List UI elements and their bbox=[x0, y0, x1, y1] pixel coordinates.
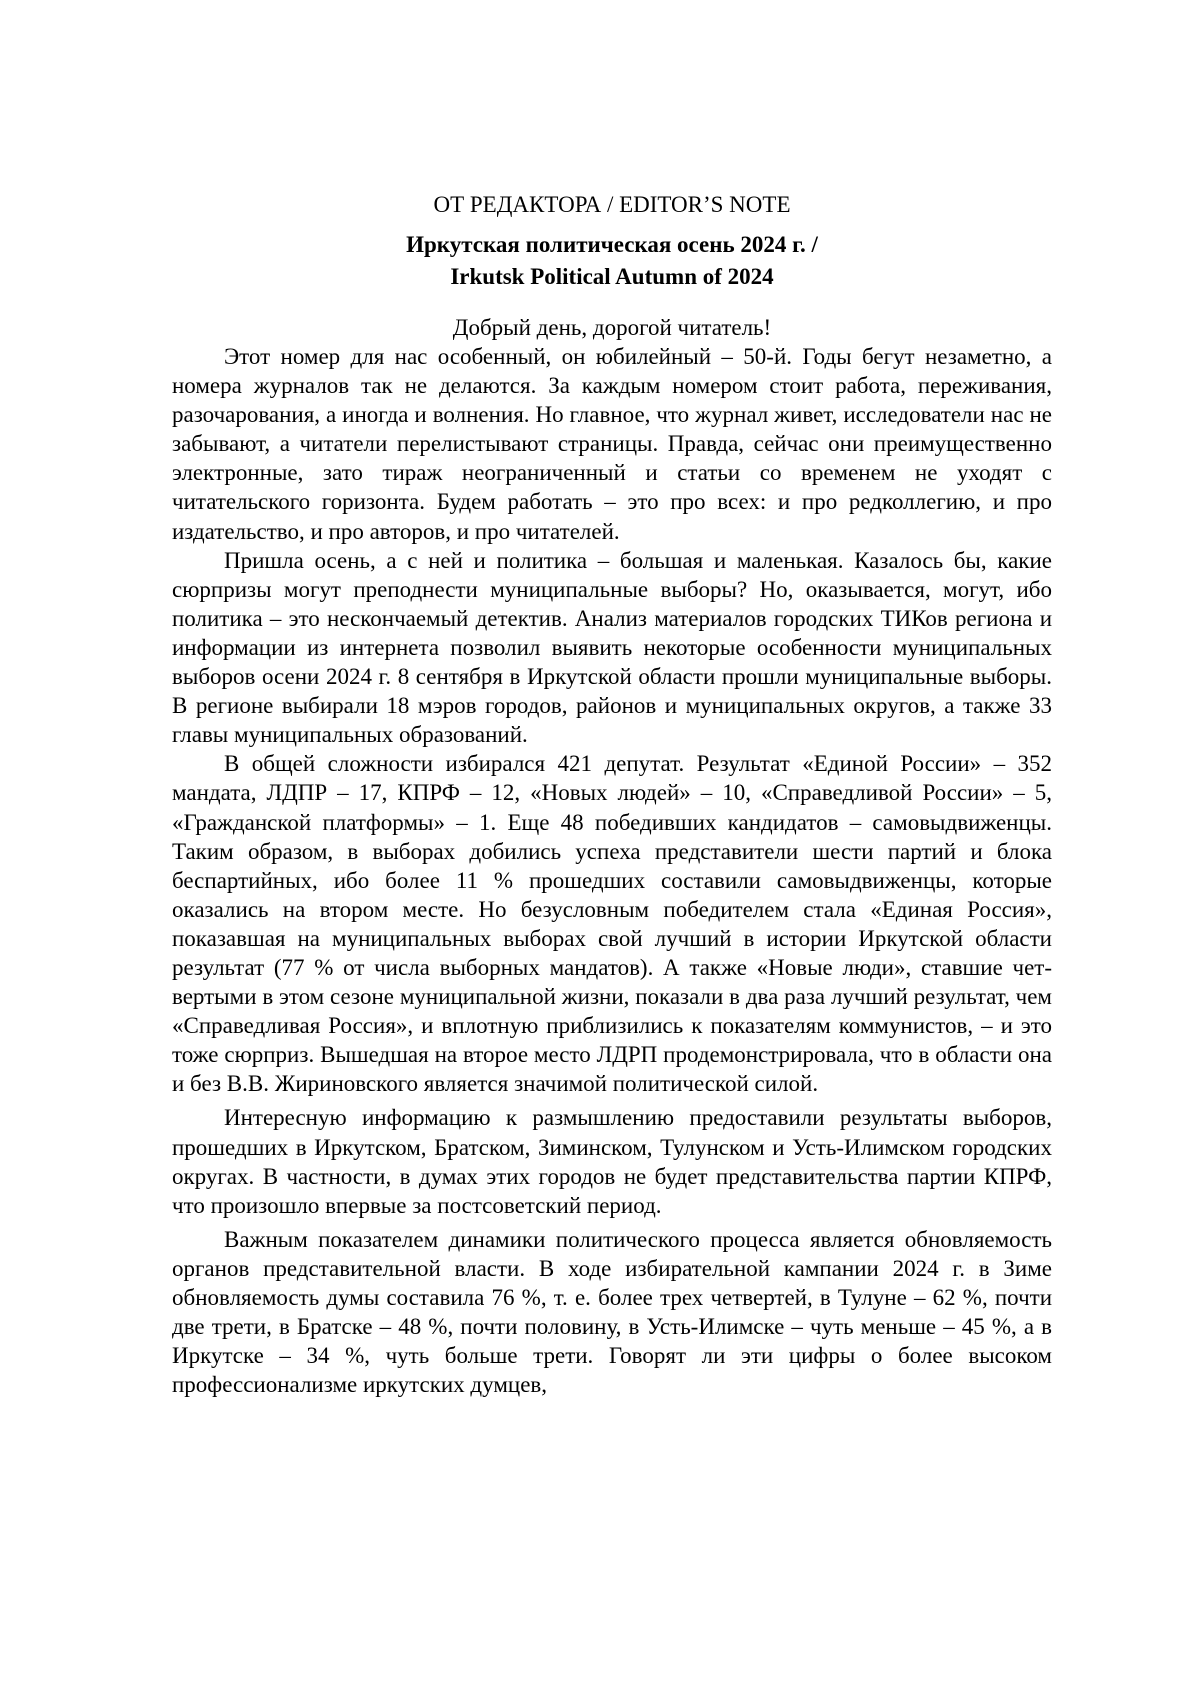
article-title-english: Irkutsk Political Autumn of 2024 bbox=[450, 264, 774, 289]
paragraph-4: Интересную информацию к размышлению предоставили результаты выборов, прошедших в Иркутском, Братском, Зиминском, Тулунском и Усть-Илимском городских округах. В частности, в думах этих городов не будет представительства партии КПРФ, что произошло впервые за постсоветский период. bbox=[172, 1105, 1052, 1218]
paragraph-3: В общей сложности избирался 421 депутат. Результат «Единой России» – 352 мандата, ЛДПР – 17, КПРФ – 12, «Новых людей» – 10, «Справедливой России» – 5, «Гражданской платформы» – 1. Еще 48 победивших кандидатов – самовыдвиженцы. Таким образом, в выборах добились успеха представители шести партий и блока беспартийных, ибо более 11 % прошедших составили самовыдвиженцы, которые оказались на втором месте. Но безусловным победителем стала «Единая Россия», показавшая на муниципальных выборах свой лучший в истории Иркутской области результат (77 % от числа выборных мандатов). А также «Новые люди», ставшие четвертыми в этом сезоне муниципальной жизни, показали в два раза лучший результат, чем «Справедливая Россия», и вплотную приблизились к показателям коммунистов, – и это тоже сюрприз. Вышедшая на второе место ЛДРП продемонстрировала, что в области она и без В.В. Жириновского является значимой политической силой. bbox=[172, 751, 1052, 1097]
paragraph-5: Важным показателем динамики политического процесса является обновляемость органов представительной власти. В ходе избирательной кампании 2024 г. в Зиме обновляемость думы составила 76 %, т. е. более трех четвертей, в Тулуне – 62 %, почти две трети, в Братске – 48 %, почти половину, в Усть-Илимске – чуть меньше – 45 %, а в Иркутске – 34 %, чуть больше трети. Говорят ли эти цифры о более высоком профессионализме иркутских думцев, bbox=[172, 1226, 1052, 1398]
paragraph-2: Пришла осень, а с ней и политика – большая и маленькая. Казалось бы, какие сюрпризы могут преподнести муниципальные выборы? Но, оказывается, могут, ибо политика – это нескончаемый детектив. Анализ материалов городских ТИКов региона и информации из интернета позволил выявить некоторые особенности муниципальных выборов осени 2024 г. 8 сентября в Иркутской области прошли муниципальные выборы. В регионе выбирали 18 мэров городов, районов и муниципальных округов, а также 33 главы муниципальных образований. bbox=[172, 547, 1052, 748]
greeting: Добрый день, дорогой читатель! bbox=[452, 315, 772, 340]
article-title-russian: Иркутская политическая осень 2024 г. / bbox=[406, 232, 818, 257]
paragraph-1: Этот номер для нас особенный, он юбилейный – 50-й. Годы бегут незаметно, а номера журналов так не делаются. За каждым номером стоит работа, переживания, разочарования, а иногда и волнения. Но главное, что журнал живет, исследователи нас не забывают, а читатели перелистывают страницы. Правда, сейчас они преимущественно электронные, зато тираж неограниченный и статьи со временем не уходят с читательского горизонта. Будем работать – это про всех: и про редколлегию, и про издательство, и про авторов, и про читателей. bbox=[172, 344, 1052, 544]
article-body bbox=[172, 190, 1052, 1399]
article-title bbox=[172, 229, 1052, 293]
section-label: ОТ РЕДАКТОРА / EDITOR’S NOTE bbox=[433, 192, 791, 217]
